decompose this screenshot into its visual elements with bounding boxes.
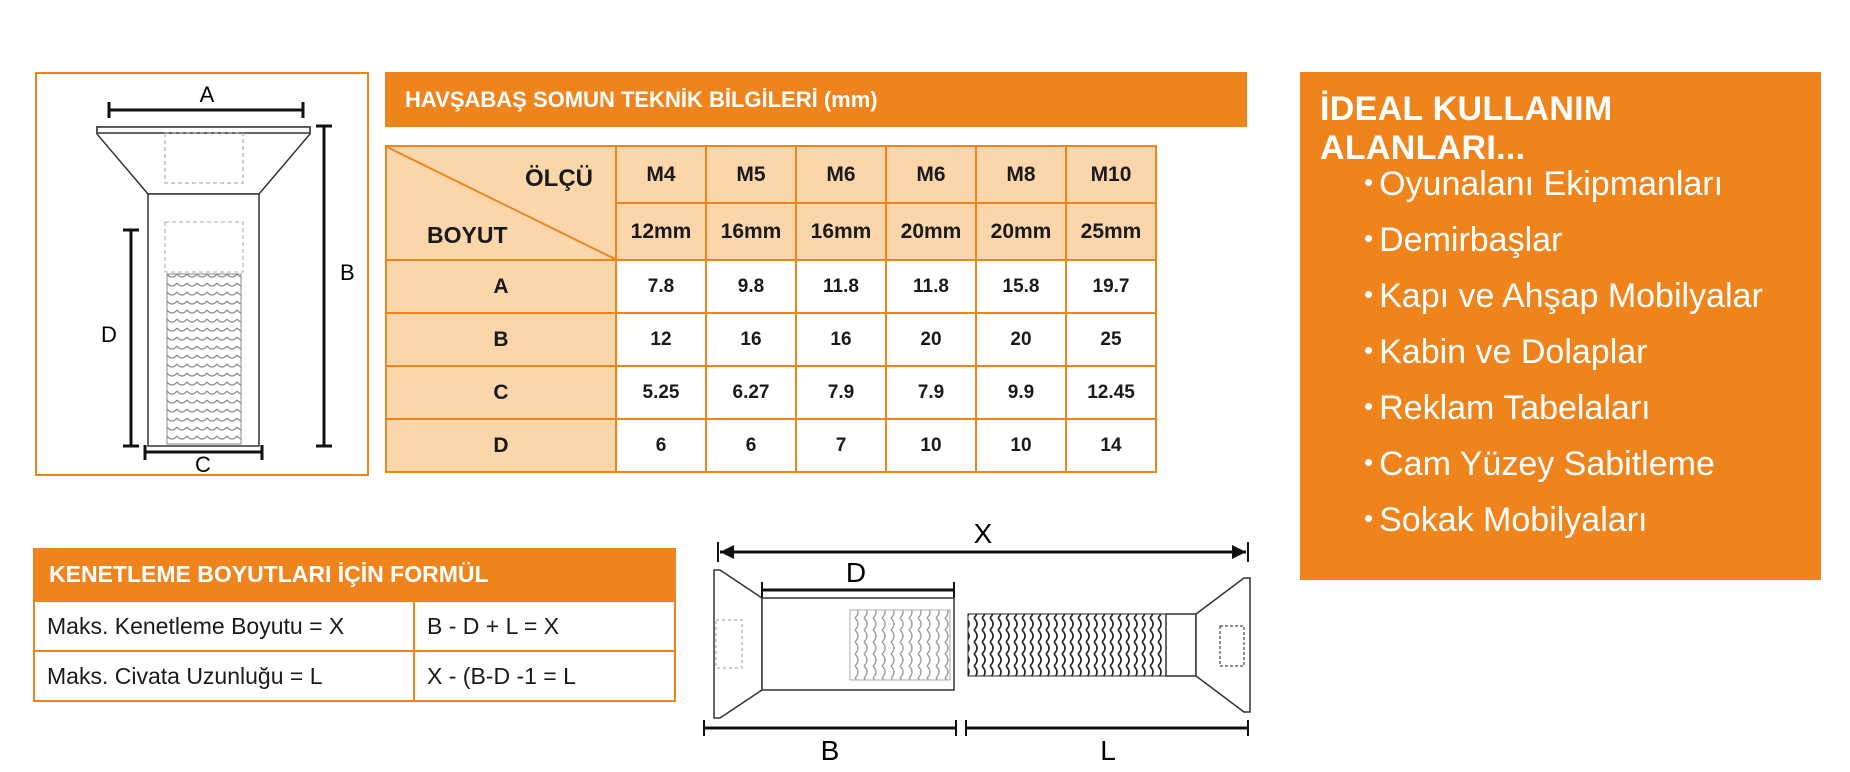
cell: 6 bbox=[616, 419, 706, 472]
cell: 7.9 bbox=[886, 366, 976, 419]
list-item-label: Kabin ve Dolaplar bbox=[1379, 333, 1648, 371]
cell: 9.8 bbox=[706, 260, 796, 313]
list-item-label: Kapı ve Ahşap Mobilyalar bbox=[1379, 277, 1763, 315]
list-item-label: Demirbaşlar bbox=[1379, 221, 1563, 259]
row-label-b: B bbox=[386, 313, 616, 366]
screw-assembly-view bbox=[700, 510, 1260, 767]
cell: 14 bbox=[1066, 419, 1156, 472]
size-m10: M10 bbox=[1066, 146, 1156, 203]
dimension-header: BOYUT bbox=[427, 222, 508, 248]
size-m6: M6 bbox=[796, 146, 886, 203]
cell: 11.8 bbox=[886, 260, 976, 313]
label-d: D bbox=[101, 322, 117, 347]
bullet-icon: • bbox=[1364, 279, 1374, 309]
list-item bbox=[1364, 212, 1763, 268]
screw-side-view bbox=[37, 74, 367, 474]
list-item-label: Sokak Mobilyaları bbox=[1379, 501, 1648, 539]
length-0: 12mm bbox=[616, 203, 706, 260]
cell: 20 bbox=[886, 313, 976, 366]
length-3: 20mm bbox=[886, 203, 976, 260]
list-item bbox=[1364, 324, 1763, 380]
formula-expression: B - D + L = X bbox=[414, 601, 675, 651]
cell: 9.9 bbox=[976, 366, 1066, 419]
cell: 7.8 bbox=[616, 260, 706, 313]
list-item bbox=[1364, 436, 1763, 492]
cell: 7 bbox=[796, 419, 886, 472]
ideal-uses-title: İDEAL KULLANIM ALANLARI... bbox=[1320, 90, 1613, 167]
label-a: A bbox=[199, 82, 215, 107]
cell: 10 bbox=[886, 419, 976, 472]
tech-specs-title: HAVŞABAŞ SOMUN TEKNİK BİLGİLERİ (mm) bbox=[385, 72, 1247, 127]
cell: 5.25 bbox=[616, 366, 706, 419]
list-item bbox=[1364, 492, 1763, 548]
formula-expression: X - (B-D -1 = L bbox=[414, 651, 675, 701]
bullet-icon: • bbox=[1364, 447, 1374, 477]
size-header: ÖLÇÜ bbox=[525, 165, 593, 192]
row-label-c: C bbox=[386, 366, 616, 419]
cell: 15.8 bbox=[976, 260, 1066, 313]
label-l: L bbox=[1100, 735, 1116, 766]
label-b-bottom: B bbox=[820, 735, 840, 766]
table-row bbox=[386, 313, 1156, 366]
table-row bbox=[34, 651, 675, 701]
size-m5: M5 bbox=[706, 146, 796, 203]
bullet-icon: • bbox=[1364, 391, 1374, 421]
row-label-a: A bbox=[386, 260, 616, 313]
size-m6-b: M6 bbox=[886, 146, 976, 203]
row-label-d: D bbox=[386, 419, 616, 472]
list-item-label: Oyunalanı Ekipmanları bbox=[1379, 165, 1724, 203]
cell: 11.8 bbox=[796, 260, 886, 313]
length-1: 16mm bbox=[706, 203, 796, 260]
bullet-icon: • bbox=[1364, 503, 1374, 533]
label-b: B bbox=[340, 260, 355, 285]
table-row bbox=[386, 419, 1156, 472]
bullet-icon: • bbox=[1364, 335, 1374, 365]
size-m4: M4 bbox=[616, 146, 706, 203]
ideal-uses-panel bbox=[1300, 72, 1821, 580]
formula-title: KENETLEME BOYUTLARI İÇİN FORMÜL bbox=[33, 548, 676, 600]
tech-specs-table bbox=[385, 145, 1157, 473]
cell: 12 bbox=[616, 313, 706, 366]
table-row bbox=[386, 366, 1156, 419]
formula-table bbox=[33, 600, 676, 702]
list-item-label: Reklam Tabelaları bbox=[1379, 389, 1651, 427]
size-m8: M8 bbox=[976, 146, 1066, 203]
list-item-label: Cam Yüzey Sabitleme bbox=[1379, 445, 1715, 483]
label-d-bottom: D bbox=[845, 557, 867, 588]
cell: 12.45 bbox=[1066, 366, 1156, 419]
cell: 19.7 bbox=[1066, 260, 1156, 313]
cell: 16 bbox=[796, 313, 886, 366]
list-item bbox=[1364, 380, 1763, 436]
list-item bbox=[1364, 156, 1763, 212]
bullet-icon: • bbox=[1364, 223, 1374, 253]
table-row bbox=[386, 260, 1156, 313]
clamping-diagram bbox=[700, 510, 1260, 767]
length-5: 25mm bbox=[1066, 203, 1156, 260]
list-item bbox=[1364, 268, 1763, 324]
label-x: X bbox=[973, 518, 993, 549]
length-2: 16mm bbox=[796, 203, 886, 260]
ideal-uses-list bbox=[1364, 156, 1763, 548]
cell: 10 bbox=[976, 419, 1066, 472]
cell: 16 bbox=[706, 313, 796, 366]
length-4: 20mm bbox=[976, 203, 1066, 260]
bullet-icon: • bbox=[1364, 167, 1374, 197]
table-row bbox=[34, 601, 675, 651]
screw-dimension-diagram bbox=[35, 72, 369, 476]
cell: 20 bbox=[976, 313, 1066, 366]
cell: 6 bbox=[706, 419, 796, 472]
cell: 25 bbox=[1066, 313, 1156, 366]
header-corner-cell bbox=[386, 146, 616, 260]
formula-name: Maks. Kenetleme Boyutu = X bbox=[34, 601, 414, 651]
label-c: C bbox=[195, 452, 211, 474]
cell: 7.9 bbox=[796, 366, 886, 419]
cell: 6.27 bbox=[706, 366, 796, 419]
formula-name: Maks. Civata Uzunluğu = L bbox=[34, 651, 414, 701]
